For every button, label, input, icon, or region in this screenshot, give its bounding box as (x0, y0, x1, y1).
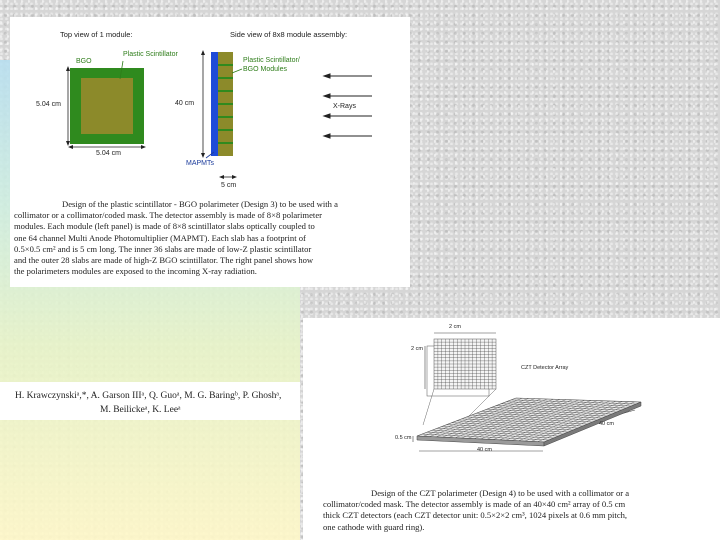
side-plastic-label-line1: Plastic Scintillator/ (243, 57, 300, 64)
caption-line: and the outer 28 slabs are made of high-Z BGO scintillator. The right panel shows how (14, 255, 314, 266)
czt-array-label: CZT Detector Array (521, 365, 569, 371)
figure2-caption (323, 488, 713, 533)
plastic-scintillator-core (81, 78, 133, 134)
bgo-label: BGO (76, 58, 92, 65)
top-view-title: Top view of 1 module: (60, 30, 133, 39)
caption-line: modules. Each module (left panel) is made of 8×8 scintillator slabs optically coupled to (14, 221, 315, 232)
caption-line: Design of the CZT polarimeter (Design 4) to be used with a collimator or a (371, 488, 630, 498)
dim-40cm-right: 40 cm (599, 421, 614, 427)
dim-40cm-bottom: 40 cm (477, 447, 492, 453)
czt-array-diagram (303, 318, 720, 463)
figure-plastic-bgo-panel (10, 17, 410, 287)
caption-line: thick CZT detectors (each CZT detector unit: 0.5×2×2 cm³, 1024 pixels at 0.6 mm pitch, (323, 510, 628, 521)
figure1-caption (14, 199, 406, 277)
authors-block (0, 382, 300, 420)
figure-czt-panel (303, 318, 720, 540)
authors-line2: M. Beilickeᵃ, K. Leeᵃ (100, 405, 181, 415)
authors-line1: H. Krawczynskiᵃ,*, A. Garson IIIᵃ, Q. Guoᵃ, M. G. Baringᵇ, P. Ghoshᵃ, (15, 391, 282, 401)
caption-line: collimator/coded mask. The detector assembly is made of an 40×40 cm² array of 0.5 cm (323, 499, 626, 510)
caption-line: one 64 channel Multi Anode Photomultiplier (MAPMT). Each slab has a footprint of (14, 232, 306, 243)
dim-2cm-side: 2 cm (411, 346, 423, 352)
dimension-height-label: 5.04 cm (36, 101, 61, 108)
caption-line: the polarimeters modules are exposed to the incoming X-ray radiation. (14, 266, 257, 277)
dim-05cm: 0.5 cm (395, 435, 412, 441)
xrays-label: X-Rays (333, 103, 356, 110)
caption-line: Design of the plastic scintillator - BGO polarimeter (Design 3) to be used with a (62, 199, 338, 209)
side-height-label: 40 cm (175, 100, 195, 107)
side-view-title: Side view of 8x8 module assembly: (230, 30, 348, 39)
czt-detector-unit (427, 339, 496, 396)
caption-line: one cathode with guard ring). (323, 521, 425, 532)
dim-2cm-top: 2 cm (449, 324, 461, 330)
depth-label: 5 cm (221, 182, 237, 189)
mapmt-bar (211, 52, 218, 156)
dimension-width-label: 5.04 cm (96, 150, 121, 157)
caption-line: 0.5×0.5 cm² and is 5 cm long. The inner 36 slabs are made of low-Z plastic scintillator (14, 243, 312, 254)
plastic-scintillator-label: Plastic Scintillator (123, 51, 178, 58)
side-plastic-label-line2: BGO Modules (243, 66, 287, 73)
caption-line: collimator or a collimator/coded mask. The detector assembly is made of 8×8 polarimeter (14, 210, 322, 221)
mapmts-label: MAPMTs (186, 160, 214, 167)
